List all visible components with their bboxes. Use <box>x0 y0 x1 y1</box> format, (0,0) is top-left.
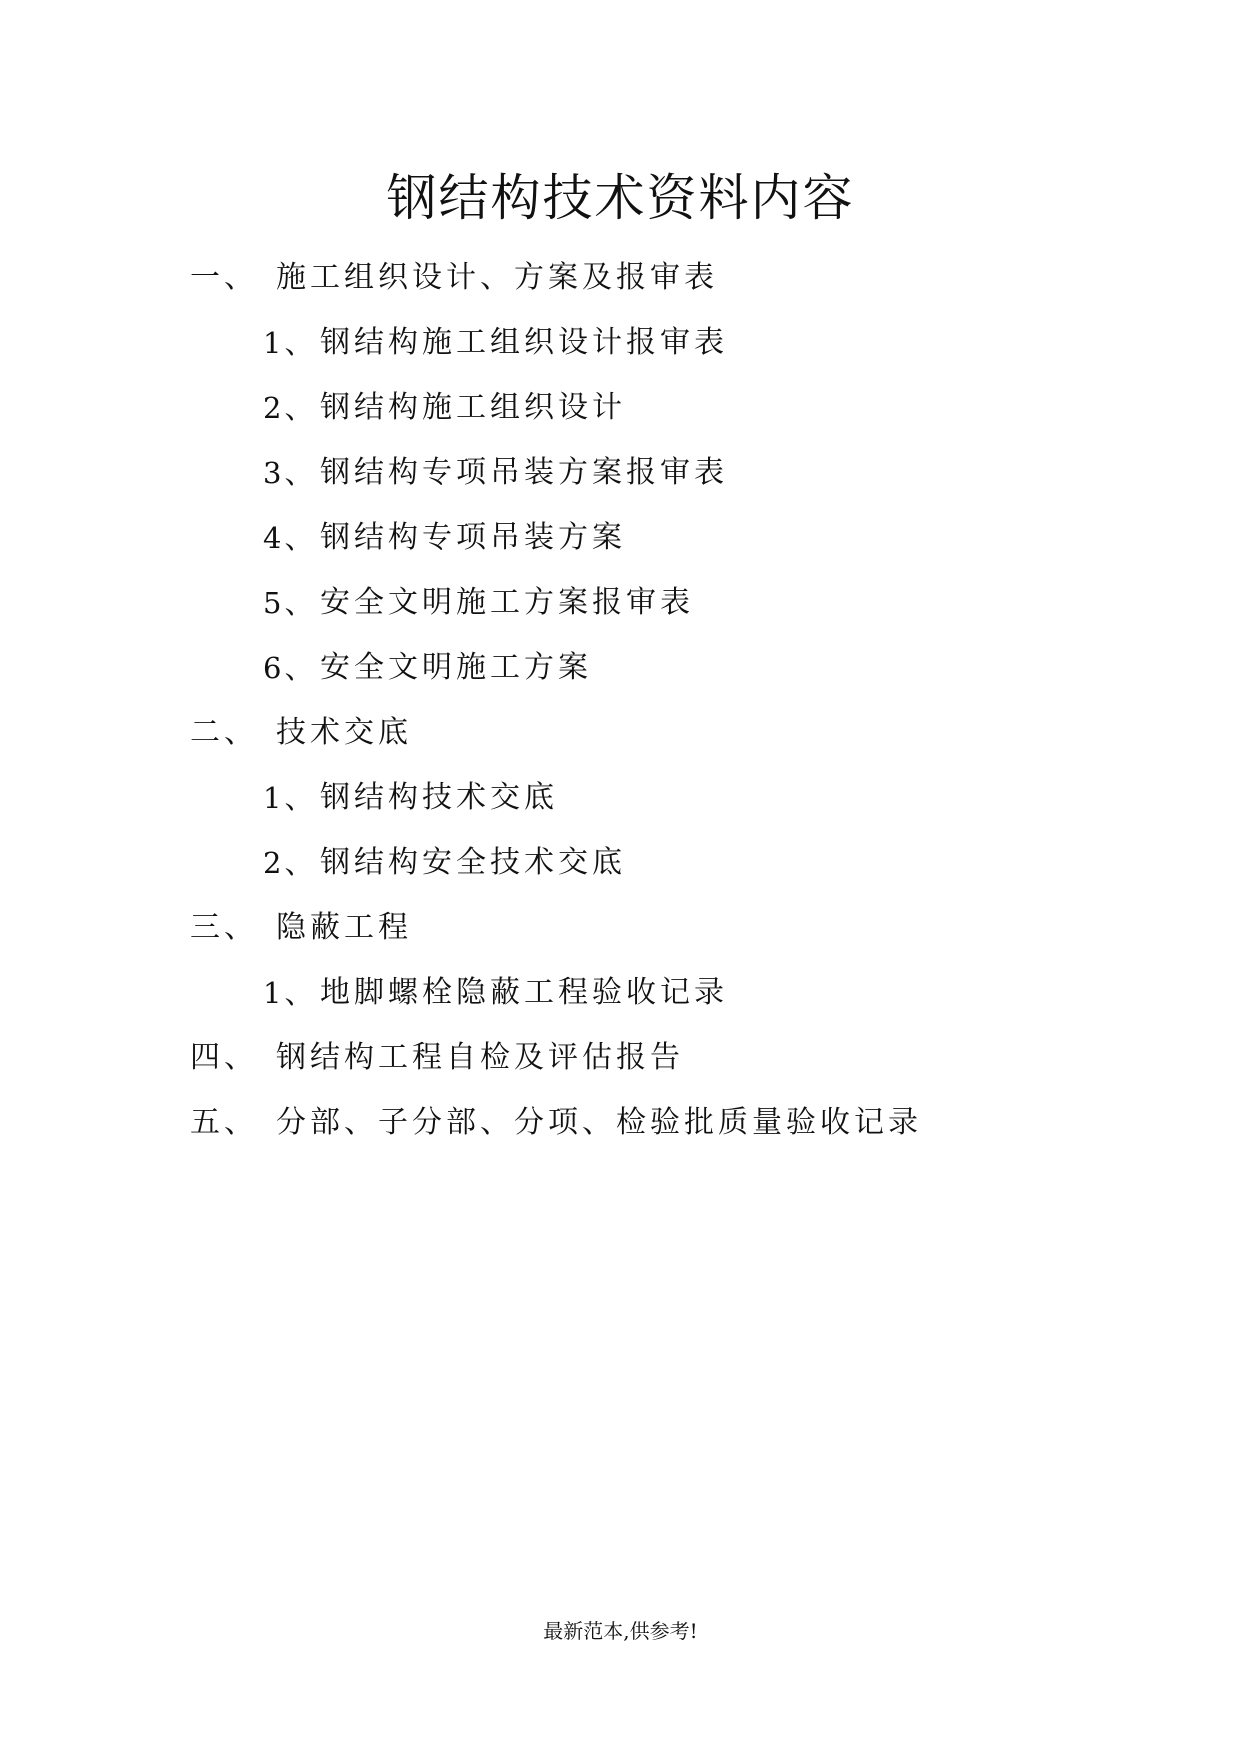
item-number: 3、 <box>263 456 317 490</box>
list-item <box>0 773 1241 838</box>
outline <box>0 253 1241 1163</box>
document-title: 钢结构技术资料内容 <box>386 169 855 227</box>
item-text: 安全文明施工方案报审表 <box>320 585 694 620</box>
item-number: 5、 <box>263 586 317 620</box>
item-text: 钢结构专项吊装方案 <box>320 520 626 555</box>
section-heading <box>0 1098 1241 1163</box>
item-text: 钢结构专项吊装方案报审表 <box>320 455 728 490</box>
section-title: 施工组织设计、方案及报审表 <box>276 260 718 295</box>
item-text: 钢结构施工组织设计 <box>320 390 626 425</box>
section-title: 分部、子分部、分项、检验批质量验收记录 <box>276 1105 922 1140</box>
item-text: 地脚螺栓隐蔽工程验收记录 <box>320 975 728 1010</box>
section-title: 钢结构工程自检及评估报告 <box>276 1040 684 1075</box>
section-heading <box>0 1033 1241 1098</box>
list-item <box>0 578 1241 643</box>
section-heading <box>0 253 1241 318</box>
section-number: 二、 <box>190 715 258 750</box>
list-item <box>0 448 1241 513</box>
section-number: 三、 <box>190 910 258 945</box>
list-item <box>0 383 1241 448</box>
section-number: 一、 <box>190 260 258 295</box>
item-number: 2、 <box>263 846 317 880</box>
page-footer: 最新范本,供参考! <box>543 1619 698 1643</box>
list-item <box>0 968 1241 1033</box>
list-item <box>0 318 1241 383</box>
item-number: 1、 <box>263 781 317 815</box>
section-heading <box>0 708 1241 773</box>
list-item <box>0 513 1241 578</box>
item-text: 安全文明施工方案 <box>320 650 592 685</box>
item-text: 钢结构安全技术交底 <box>320 845 626 880</box>
item-text: 钢结构施工组织设计报审表 <box>320 325 728 360</box>
section-heading <box>0 903 1241 968</box>
section-title: 技术交底 <box>276 715 412 750</box>
item-text: 钢结构技术交底 <box>320 780 558 815</box>
list-item <box>0 643 1241 708</box>
item-number: 1、 <box>263 976 317 1010</box>
item-number: 1、 <box>263 326 317 360</box>
list-item <box>0 838 1241 903</box>
item-number: 4、 <box>263 521 317 555</box>
section-number: 五、 <box>190 1105 258 1140</box>
item-number: 6、 <box>263 651 317 685</box>
section-title: 隐蔽工程 <box>276 910 412 945</box>
item-number: 2、 <box>263 391 317 425</box>
section-number: 四、 <box>190 1040 258 1075</box>
